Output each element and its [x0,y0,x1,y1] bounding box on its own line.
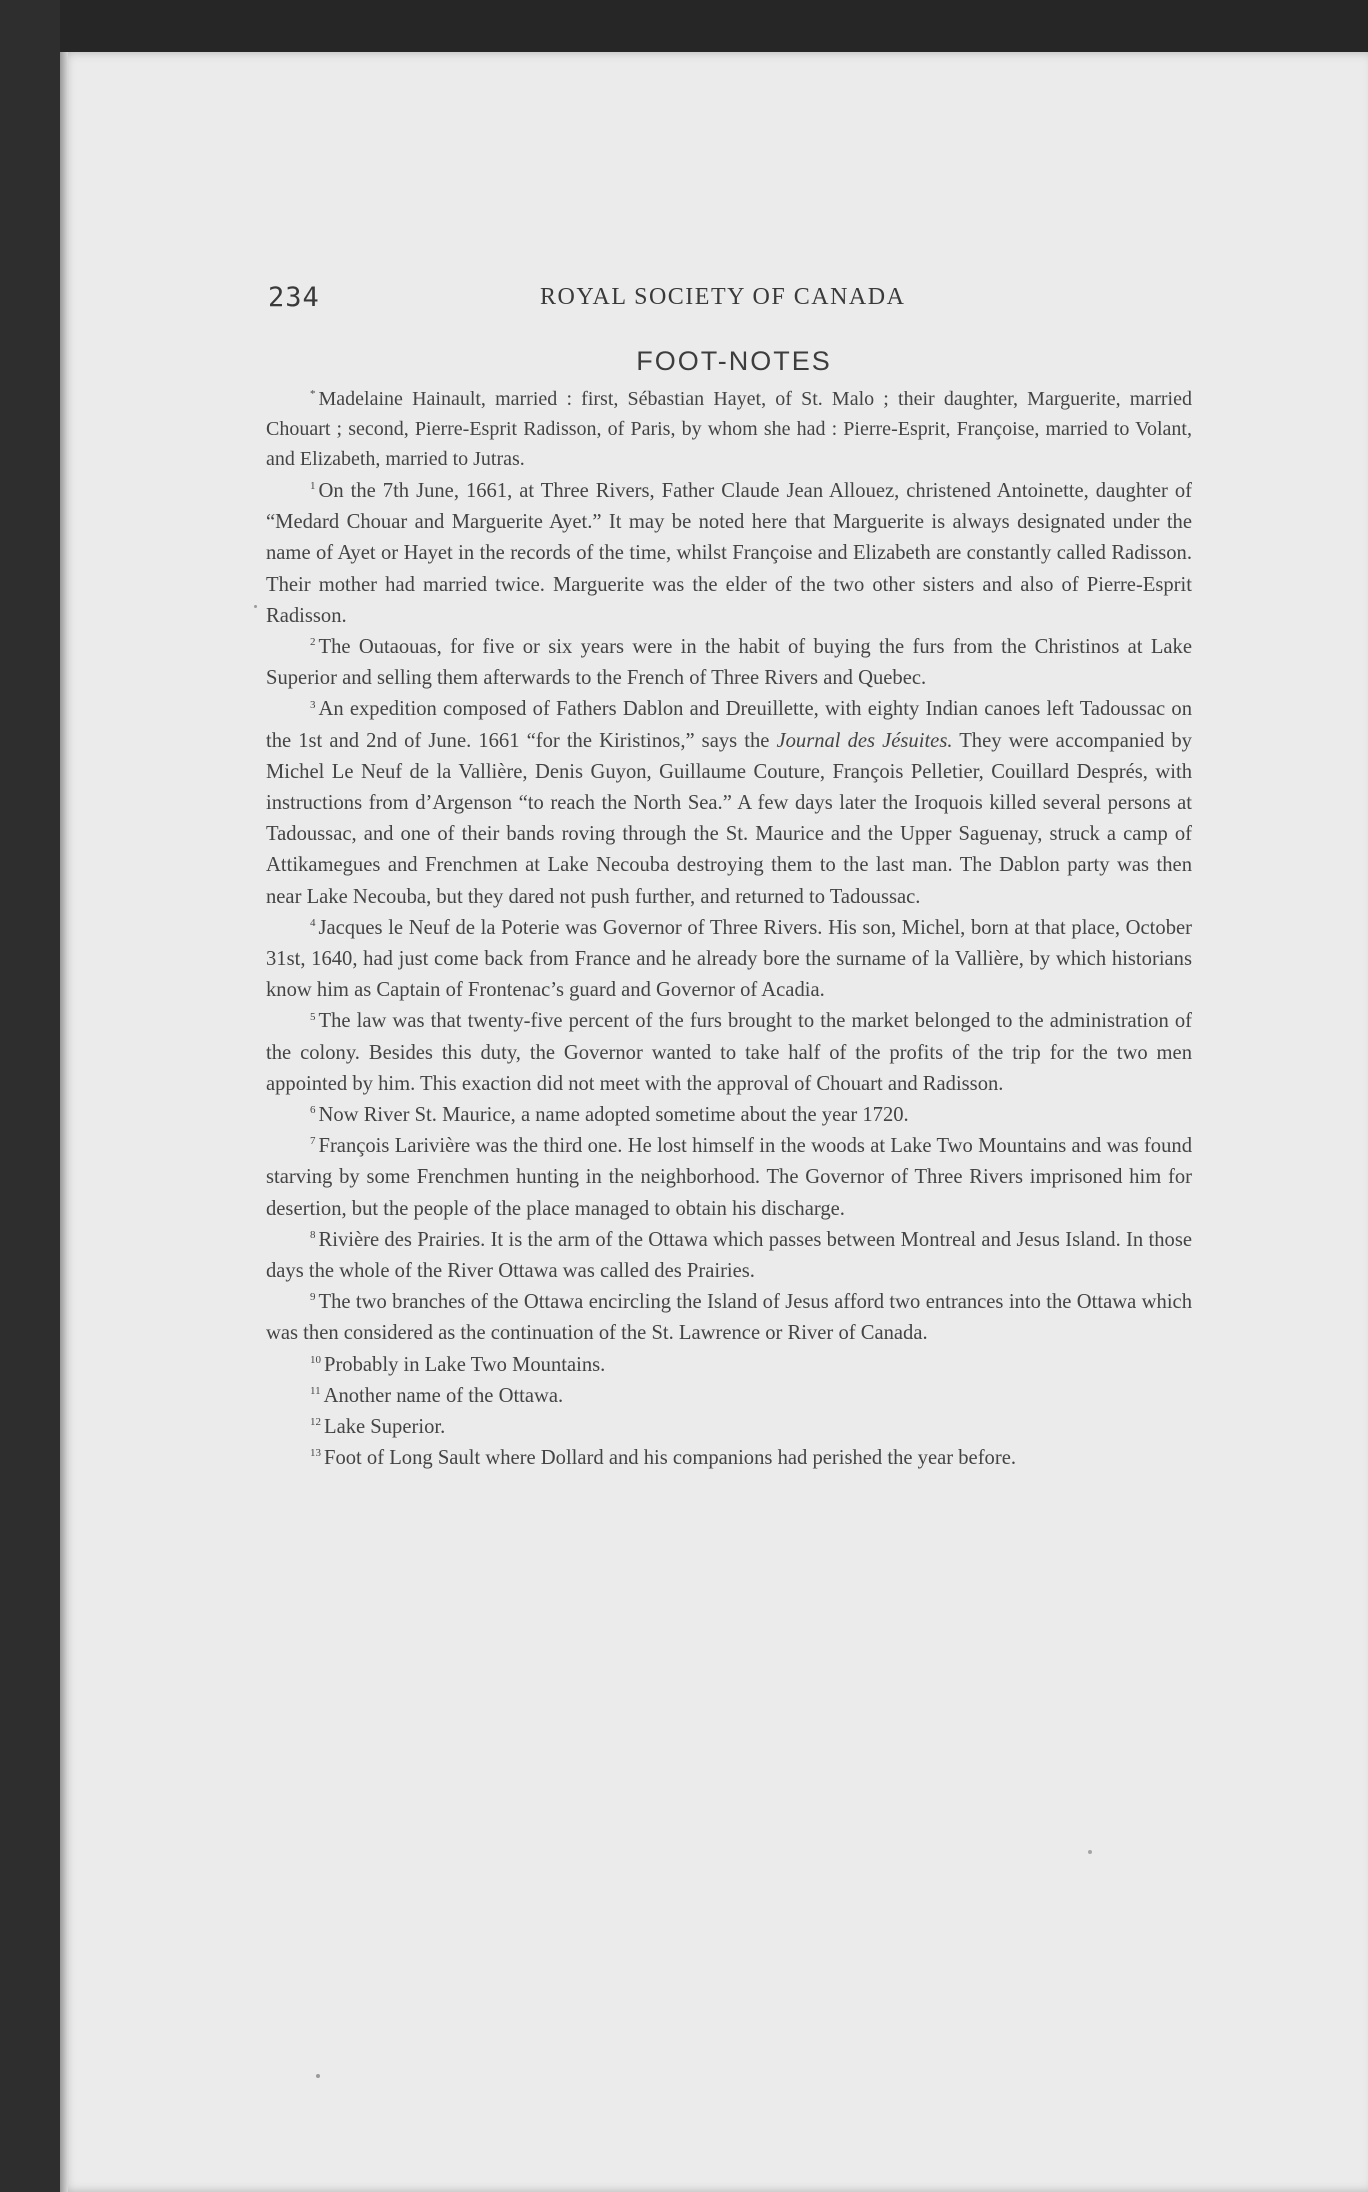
footnote [266,1443,1192,1474]
footnote-text: Foot of Long Sault where Dollard and his companions had perished the year before. [324,1447,1016,1470]
footnote-marker: 13 [310,1447,321,1460]
scan-border-top [0,0,1368,52]
footnote [266,1100,1192,1131]
journal-title: Journal des Jésuites. [776,729,953,752]
footnote [266,476,1192,632]
footnote [266,694,1192,912]
footnote-text: The law was that twenty-five percent of the furs brought to the market belonged to the administration of the colony. Besides this duty, the Governor wanted to take half of the profits of the trip for the two men appointed by him. This exaction did not meet with the approval of Chouart and Radisson. [266,1010,1192,1095]
scan-border-left [0,0,60,2192]
footnotes [266,384,1192,1475]
footnote [266,1287,1192,1349]
footnote-marker: 9 [310,1291,316,1304]
footnote-marker: 6 [310,1104,316,1117]
scan-speck [1088,1850,1092,1854]
footnote-marker: 10 [310,1353,321,1366]
footnote-marker: 5 [310,1010,316,1023]
footnote [266,1381,1192,1412]
footnote-text: An expedition composed of Fathers Dablon and Dreuillette, with eighty Indian canoes left Tadoussac on the 1st and 2nd of June. 1661 “for the Kiristinos,” says the [266,698,1192,752]
footnote-marker: 8 [310,1229,316,1242]
footnote-text: Jacques le Neuf de la Poterie was Governor of Three Rivers. His son, Michel, born at that place, October 31st, 1640, had just come back from France and he already bore the surname of la Vallière, by which historians know him as Captain of Frontenac’s guard and Governor of Acadia. [266,916,1192,1002]
footnote-text: François Larivière was the third one. He lost himself in the woods at Lake Two Mountains and was found starving by some Frenchmen hunting in the neighborhood. The Governor of Three Rivers imprisoned him for desertion, but the people of the place managed to obtain his discharge. [266,1135,1192,1220]
footnote-text-continued: They were accompanied by Michel Le Neuf de la Vallière, Denis Guyon, Guillaume Couture, François Pelletier, Couillard Després, with instructions from d’Argenson “to reach the North Sea.” A few days later the Iroquois killed several persons at Tadoussac, and one of their bands roving through the St. Maurice and the Upper Saguenay, struck a camp of Attikamegues and Frenchmen at Lake Necouba destroying them to the last man. The Dablon party was then near Lake Necouba, but they dared not push further, and returned to Tadoussac. [266,729,1192,908]
footnote-text: Lake Superior. [324,1416,446,1439]
page-number: 234 [268,282,320,313]
footnote-text: Probably in Lake Two Mountains. [324,1353,606,1376]
footnote-text: On the 7th June, 1661, at Three Rivers, Father Claude Jean Allouez, christened Antoinette, daughter of “Medard Chouar and Marguerite Ayet.” It may be noted here that Marguerite is always designated under the name of Ayet or Hayet in the records of the time, whilst Françoise and Elizabeth are constantly called Radisson. Their mother had married twice. Marguerite was the elder of the two other sisters and also of Pierre-Esprit Radisson. [266,480,1192,627]
footnote [266,632,1192,694]
footnote-marker: 4 [310,916,316,929]
scan-speck [254,605,257,608]
footnote-marker: 11 [310,1385,321,1398]
footnote-text: The two branches of the Ottawa encircling the Island of Jesus afford two entrances into the Ottawa which was then considered as the continuation of the St. Lawrence or River of Canada. [266,1291,1192,1345]
footnote [266,1412,1192,1443]
footnote [266,1131,1192,1225]
footnote-marker: 1 [310,480,316,493]
footnote-text: Rivière des Prairies. It is the arm of the Ottawa which passes between Montreal and Jesus Island. In those days the whole of the River Ottawa was called des Prairies. [266,1228,1192,1283]
footnote [266,913,1192,1007]
footnote [266,384,1192,474]
footnote-text: Madelaine Hainault, married : first, Sébastian Hayet, of St. Malo ; their daughter, Marguerite, married Chouart ; second, Pierre-Esprit Radisson, of Paris, by whom she had : Pierre-Esprit, Françoise, married to Volant, and Elizabeth, married to Jutras. [266,388,1192,470]
page-binding-edge [60,52,68,2192]
footnote-marker: 7 [310,1135,316,1148]
footnote [266,1350,1192,1381]
footnote-marker: 12 [310,1416,321,1429]
footnote [266,1225,1192,1287]
scan-speck [316,2074,320,2078]
footnote-marker: 3 [310,698,316,711]
footnote-marker: 2 [310,636,316,649]
footnote-marker: * [310,388,316,401]
page-header [268,282,1200,322]
footnote [266,1006,1192,1100]
running-head: ROYAL SOCIETY OF CANADA [540,284,906,310]
footnote-text: Another name of the Ottawa. [323,1384,564,1407]
section-title: FOOT-NOTES [636,346,832,376]
footnote-text: Now River St. Maurice, a name adopted sometime about the year 1720. [318,1104,909,1127]
footnote-text: The Outaouas, for five or six years were in the habit of buying the furs from the Christinos at Lake Superior and selling them afterwards to the French of Three Rivers and Quebec. [266,636,1192,690]
